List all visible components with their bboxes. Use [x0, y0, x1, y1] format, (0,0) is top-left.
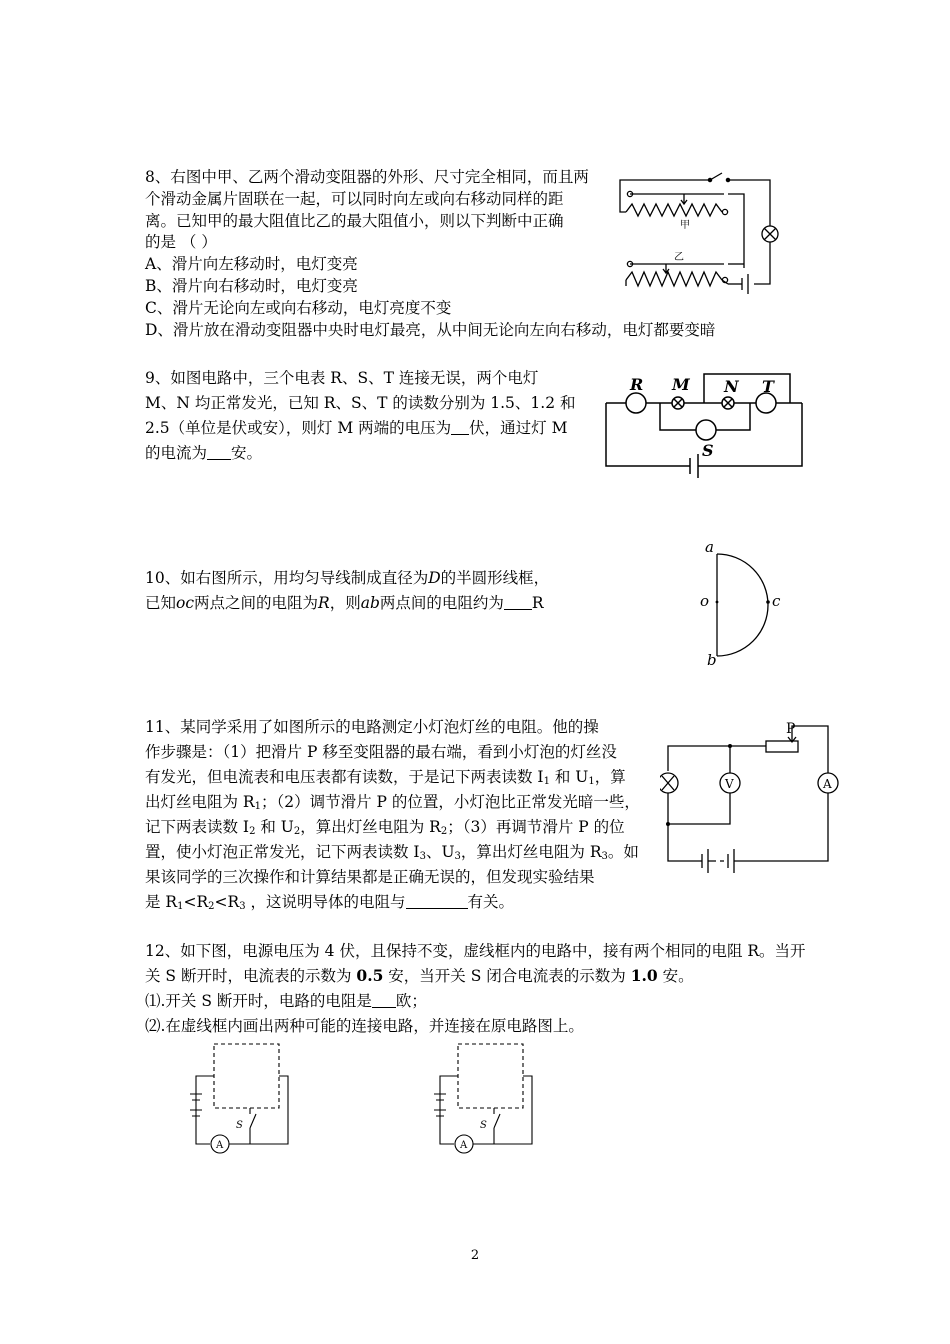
- q11-line-3-c: ，算: [594, 768, 626, 786]
- q11-line-3-b: 和 U: [549, 768, 589, 786]
- q11-sub-r3: 3: [601, 851, 608, 862]
- q11-blank: [406, 894, 468, 909]
- q11-line-5-a: 记下两表读数 I: [145, 818, 250, 836]
- q10-label-b: b: [707, 651, 717, 669]
- q11-label-A: A: [823, 777, 832, 791]
- q8-line-1: 8、右图中甲、乙两个滑动变阻器的外形、尺寸完全相同，而且两: [145, 168, 589, 186]
- q8-label-yi: 乙: [674, 252, 684, 263]
- q11-sub-u3: 3: [454, 851, 461, 862]
- q12-line-3: [145, 990, 427, 1012]
- q11-label-P: P: [786, 721, 796, 737]
- q11-sub-u2: 2: [293, 826, 301, 837]
- q9-line-3: [145, 417, 567, 439]
- q11-sub-r1: 1: [254, 801, 261, 812]
- q9-line-3-b: 伏，通过灯 M: [469, 419, 568, 437]
- q11-sub-i3: 3: [419, 851, 426, 862]
- q10-line-2: [145, 592, 544, 614]
- q12-fig1-label-S: S: [236, 1120, 243, 1131]
- q12-fig1-label-A: A: [216, 1140, 224, 1151]
- q12-line-2: [145, 965, 694, 987]
- q12-line-1: 12、如下图，电源电压为 4 伏，且保持不变，虚线框内的电路中，接有两个相同的电阻 R。当开: [145, 942, 806, 960]
- q11-line-4-a: 出灯丝电阻为 R: [145, 793, 255, 811]
- q12-value-open: 0.5: [356, 966, 384, 985]
- q11-sub-i1: 1: [543, 776, 550, 787]
- q11-label-V: V: [725, 777, 734, 791]
- q11-line-5-c: ，算出灯丝电阻为 R: [300, 818, 441, 836]
- q9-label-S: S: [702, 441, 714, 460]
- q10-line-1: [145, 567, 549, 589]
- q9-blank-current: [207, 445, 231, 460]
- q10-line-2-b: 两点之间的电阻为: [194, 594, 319, 612]
- q11-line-1: 11、某同学采用了如图所示的电路测定小灯泡灯丝的电阻。他的操: [145, 718, 599, 736]
- q10-blank: [504, 595, 532, 610]
- q9-line-1: 9、如图电路中，三个电表 R、S、T 连接无误，两个电灯: [145, 369, 539, 387]
- q12-blank: [372, 993, 396, 1008]
- q11-line-6-c: ，算出灯丝电阻为 R: [460, 843, 602, 861]
- q12-line-3-a: ⑴.开关 S 断开时，电路的电阻是: [145, 992, 372, 1010]
- q12-circuit-figure-1: [180, 1036, 295, 1164]
- q10-label-o: o: [700, 592, 710, 610]
- q10-var-oc: oc: [176, 594, 195, 612]
- q10-label-a: a: [705, 538, 714, 556]
- q9-label-T: T: [762, 377, 774, 396]
- q9-line-4-b: 安。: [231, 444, 263, 462]
- q10-semicircle-figure: [695, 535, 785, 670]
- q11-sub-r1b: 1: [177, 901, 184, 912]
- q11-line-3-a: 有发光，但电流表和电压表都有读数，于是记下两表读数 I: [145, 768, 544, 786]
- q11-line-2: 作步骤是：（1）把滑片 P 移至变阻器的最右端，看到小灯泡的灯丝没: [145, 743, 617, 761]
- q10-line-2-e: R: [531, 594, 544, 612]
- q11-circuit-figure: [660, 718, 845, 878]
- q11-sub-u1: 1: [588, 776, 595, 787]
- q12-fig2-label-S: S: [480, 1120, 487, 1131]
- q10-line-1-a: 10、如右图所示，用均匀导线制成直径为: [145, 569, 429, 587]
- q11-line-8-c: <R: [214, 893, 240, 911]
- q11-line-8-e: 有关。: [467, 893, 515, 911]
- q9-label-M: M: [672, 375, 690, 394]
- q11-line-8: [145, 891, 514, 918]
- q12-circuit-figure-2: [424, 1036, 539, 1164]
- q12-line-2-c: 安。: [657, 967, 694, 985]
- q11-line-5-b: 和 U: [255, 818, 294, 836]
- q10-line-1-b: 的半圆形线框，: [440, 569, 550, 587]
- q9-line-3-a: 2.5（单位是伏或安），则灯 M 两端的电压为: [145, 419, 452, 437]
- q12-line-2-a: 关 S 断开时，电流表的示数为: [145, 967, 357, 985]
- q11-sub-r2: 2: [440, 826, 448, 837]
- q10-var-ab: ab: [360, 594, 380, 612]
- q9-line-2: M、N 均正常发光，已知 R、S、T 的读数分别为 1.5、1.2 和: [145, 394, 576, 412]
- q8-line-4: 的是 （ ）: [145, 233, 217, 251]
- q8-option-b: B、滑片向右移动时，电灯变亮: [145, 277, 358, 295]
- q9-label-N: N: [724, 377, 739, 396]
- q11-line-8-d: ，这说明导体的电阻与: [245, 893, 406, 911]
- q9-line-4-a: 的电流为: [145, 444, 208, 462]
- q8-option-d: D、滑片放在滑动变阻器中央时电灯最亮，从中间无论向左向右移动，电灯都要变暗: [145, 321, 716, 339]
- q8-option-a: A、滑片向左移动时，电灯变亮: [145, 255, 358, 273]
- q12-line-3-b: 欧；: [395, 992, 427, 1010]
- q11-line-3: [145, 766, 626, 793]
- q8-circuit-figure: [612, 170, 790, 295]
- q8-line-3: 离。已知甲的最大阻值比乙的最大阻值小，则以下判断中正确: [145, 212, 564, 230]
- q10-line-2-d: 两点间的电阻约为: [379, 594, 504, 612]
- q9-blank-voltage: [451, 420, 469, 435]
- q10-var-D: D: [428, 569, 441, 587]
- q11-line-7: 果该同学的三次操作和计算结果都是正确无误的，但发现实验结果: [145, 868, 595, 886]
- q12-line-4: ⑵.在虚线框内画出两种可能的连接电路，并连接在原电路图上。: [145, 1017, 584, 1035]
- q12-value-closed: 1.0: [630, 966, 658, 985]
- q11-line-5: [145, 816, 625, 843]
- q11-sub-r3b: 3: [239, 901, 246, 912]
- q10-var-R: R: [318, 594, 330, 612]
- q9-label-R: R: [630, 375, 644, 394]
- q11-line-8-b: <R: [183, 893, 209, 911]
- q11-line-6-d: 。如: [607, 843, 639, 861]
- q11-line-6-b: 、U: [425, 843, 455, 861]
- q8-label-jia: 甲: [680, 220, 690, 231]
- page-number: 2: [470, 1248, 480, 1263]
- q10-line-2-c: ，则: [329, 594, 361, 612]
- q11-sub-i2: 2: [249, 826, 256, 837]
- q10-line-2-a: 已知: [145, 594, 177, 612]
- q12-line-2-b: 安，当开关 S 闭合电流表的示数为: [383, 967, 631, 985]
- q11-line-8-a: 是 R: [145, 893, 178, 911]
- q11-sub-r2b: 2: [208, 901, 215, 912]
- q10-label-c: c: [772, 592, 781, 610]
- q11-line-4: [145, 791, 640, 818]
- q8-line-2: 个滑动金属片固联在一起，可以同时向左或向右移动同样的距: [145, 190, 564, 208]
- q12-fig2-label-A: A: [460, 1140, 468, 1151]
- q11-line-6-a: 置，使小灯泡正常发光，记下两表读数 I: [145, 843, 420, 861]
- q11-line-5-d: ；（3）再调节滑片 P 的位: [447, 818, 625, 836]
- q8-option-c: C、滑片无论向左或向右移动，电灯亮度不变: [145, 299, 452, 317]
- q9-circuit-figure: [600, 370, 810, 480]
- q9-line-4: [145, 442, 262, 464]
- q11-line-4-b: ；（2）调节滑片 P 的位置，小灯泡比正常发光暗一些，: [260, 793, 640, 811]
- q11-line-6: [145, 841, 639, 868]
